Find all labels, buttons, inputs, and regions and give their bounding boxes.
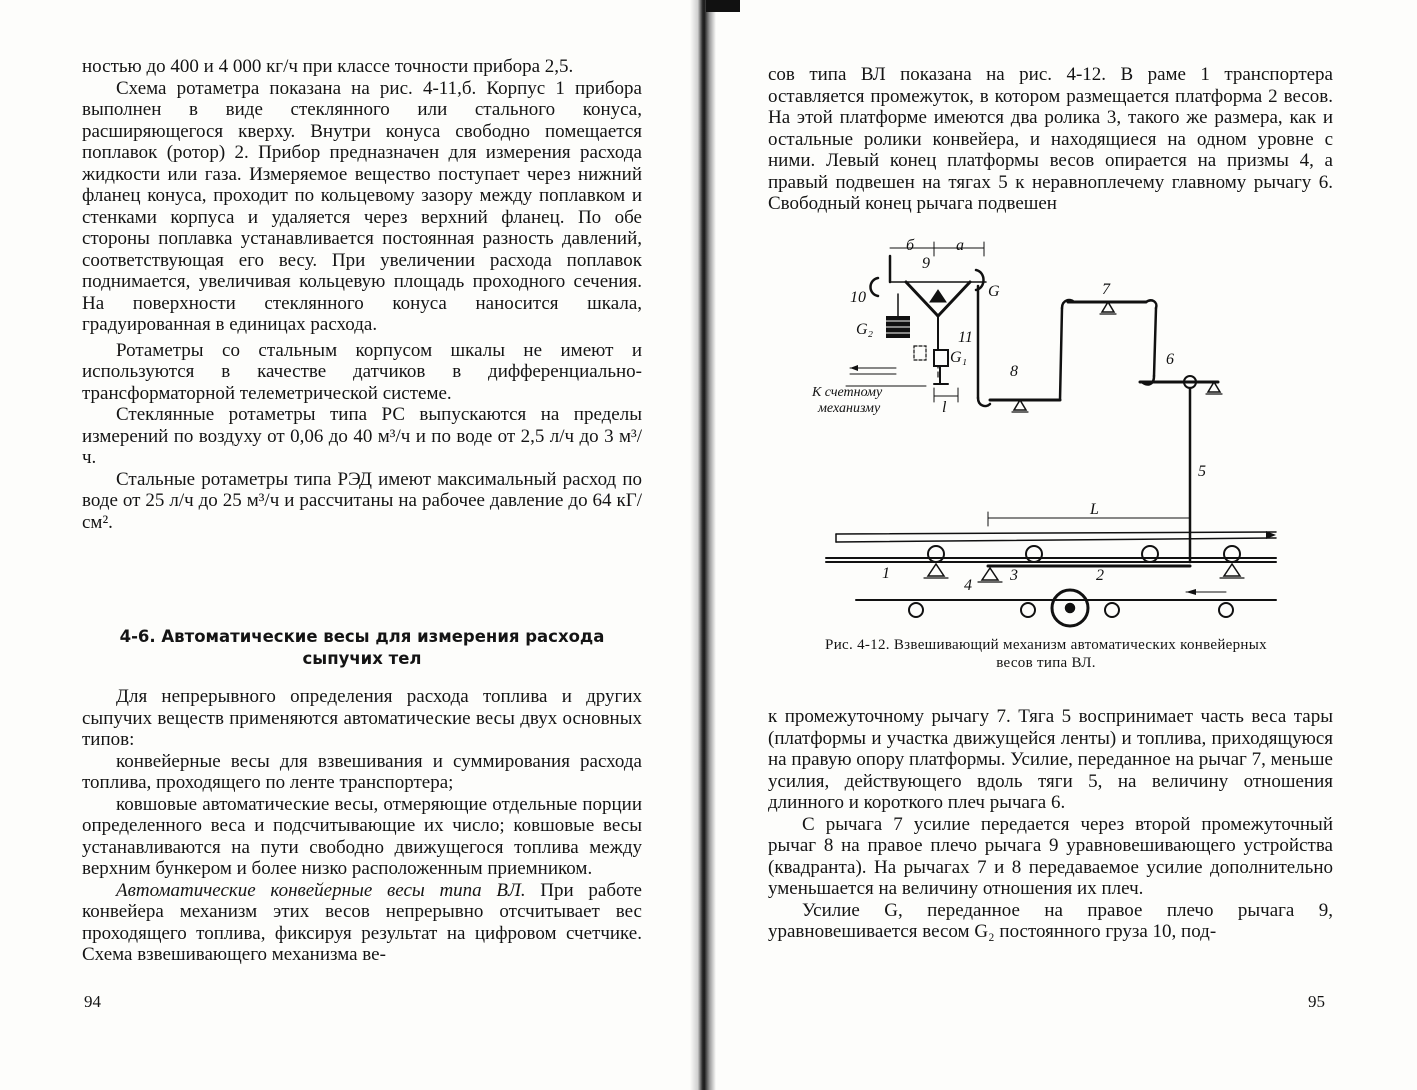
- left-para-9: [82, 880, 642, 966]
- left-para-1: ностью до 400 и 4 000 кг/ч при классе точности прибора 2,5.: [82, 56, 574, 77]
- right-para-1: сов типа ВЛ показана на рис. 4-12. В раме 1 транспортера оставляется промежуток, в котором размещается платформа 2 весов. На этой платформе имеются два ролика 3, такого же размера, как и остальные ролики конвейера, и находящиеся на одном уровне с ними. Левый конец платформы весов опирается на призмы 4, а правый подвешен на тягах 5 к неравноплечему главному рычагу 6. Свободный конец рычага подвешен: [768, 64, 1333, 214]
- right-text-column: [768, 64, 1333, 215]
- fig-label-g2: G₂: [856, 321, 874, 338]
- left-text-column: [82, 56, 642, 533]
- fig-label-8: 8: [1010, 363, 1018, 380]
- left-para-6: Для непрерывного определения расхода топлива и других сыпучих веществ применяются автоматические весы двух основных типов:: [82, 686, 642, 750]
- fig-label-counter-1: К счетному: [812, 385, 883, 400]
- left-para-9-rest: При работе конвейера механизм этих весов непрерывно отсчитывает вес проходящего топлива, фиксируя результат на цифровом счетчике. Схема взвешивающего механизма ве-: [82, 879, 642, 965]
- left-para-2: Схема ротаметра показана на рис. 4-11,б. Корпус 1 прибора выполнен в виде стеклянного или стального конуса, расширяющегося кверху. Внутри конуса свободно помещается поплавок (ротор) 2. Прибор предназначен для измерения расхода жидкости или газа. Измеряемое вещество поступает через нижний фланец конуса, проходит по кольцевому зазору между поплавком и стенками корпуса и удаляется через верхний фланец. По обе стороны поплавка устанавливается постоянная разность давлений, соответствующая его весу. При увеличении расхода поплавок поднимается, увеличивая кольцевую площадь проходного сечения. На поверхности стеклянного конуса наносится шкала, градуированная в единицах расхода.: [82, 77, 642, 335]
- left-para-7: конвейерные весы для взвешивания и суммирования расхода топлива, проходящего по ленте транспортера;: [82, 750, 642, 793]
- fig-label-g1: G₁: [950, 349, 968, 366]
- fig-label-2: 2: [1096, 567, 1104, 584]
- weighing-mechanism-figure: [806, 236, 1286, 631]
- left-para-8: ковшовые автоматические весы, отмеряющие отдельные порции определенного веса и подсчитывающие их число; ковшовые весы устанавливаются на пути свободно движущегося топлива между верхним бункером и более низко расположенным приемником.: [82, 793, 642, 879]
- left-para-4: Стеклянные ротаметры типа РС выпускаются на пределы измерений по воздуху от 0,06 до 40 м³/ч и по воде от 2,5 л/ч до 3 м³/ч.: [82, 404, 642, 468]
- section-heading: 4-6. Автоматические весы для измерения расхода сыпучих тел: [119, 627, 605, 668]
- fig-label-g: G: [988, 283, 1000, 300]
- right-text-column-2: [768, 706, 1333, 943]
- page-number-right: 95: [1308, 992, 1325, 1011]
- left-page: [0, 0, 706, 1090]
- fig-label-6: 6: [1166, 351, 1174, 368]
- left-text-column-2: [82, 686, 642, 966]
- fig-label-b: б: [906, 237, 915, 254]
- fig-label-a: a: [956, 237, 964, 254]
- fig-label-big-l: L: [1090, 501, 1099, 518]
- fig-label-3: 3: [1010, 567, 1018, 584]
- fig-label-4: 4: [964, 577, 972, 594]
- right-para-3: С рычага 7 усилие передается через второй промежуточный рычаг 8 на правое плечо рычага 9 уравновешивающего устройства (квадранта). На рычагах 7 и 8 передаваемое усилие дополнительно уменьшается на величину отношения их плеч.: [768, 813, 1333, 899]
- page-number-left: 94: [84, 992, 101, 1011]
- fig-label-7: 7: [1102, 281, 1110, 298]
- left-para-3: Ротаметры со стальным корпусом шкалы не имеют и используются в качестве датчиков в дифференциально-трансформаторной телеметрической системе.: [82, 339, 642, 404]
- fig-label-9: 9: [922, 255, 930, 272]
- right-page: [706, 0, 1417, 1090]
- fig-label-11: 11: [958, 329, 973, 346]
- fig-label-10: 10: [850, 289, 866, 306]
- figure-caption: Рис. 4-12. Взвешивающий механизм автоматических конвейерных весов типа ВЛ.: [825, 637, 1267, 671]
- left-para-9-italic: Автоматические конвейерные весы типа ВЛ.: [116, 879, 526, 901]
- fig-label-l: l: [942, 399, 947, 416]
- fig-label-1: 1: [882, 565, 890, 582]
- right-para-2: к промежуточному рычагу 7. Тяга 5 воспринимает часть веса тары (платформы и участка движущейся ленты) и топлива, приходящуюся на правую опору платформы. Усилие, переданное на рычаг 7, меньше усилия, действующего вдоль тяги 5, на величину отношения длинного и короткого плеч рычага 6.: [768, 706, 1333, 813]
- right-para-4: Усилие G, переданное на правое плечо рычага 9, уравновешивается весом G₂ постоянного груза 10, под-: [768, 899, 1333, 942]
- fig-label-5: 5: [1198, 463, 1206, 480]
- fig-label-counter-2: механизму: [818, 401, 881, 416]
- left-para-5: Стальные ротаметры типа РЭД имеют максимальный расход по воде от 25 л/ч до 25 м³/ч и рассчитаны на рабочее давление до 64 кГ/см².: [82, 468, 642, 533]
